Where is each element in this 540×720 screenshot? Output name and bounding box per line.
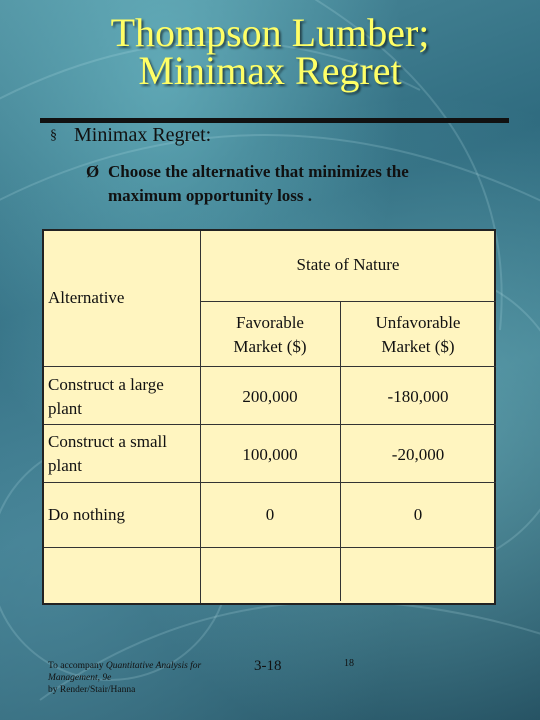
title-line-2: Minimax Regret xyxy=(138,48,402,93)
footer-slide-number: 18 xyxy=(344,658,354,669)
footer-page-label: 3-18 xyxy=(254,658,282,674)
row-large-plant-favorable: 200,000 xyxy=(242,387,298,406)
row-large-plant-name: Construct a large plant xyxy=(48,375,164,418)
sub-bullet-text: Choose the alternative that minimizes the maximum opportunity loss . xyxy=(108,162,409,205)
footer-authors: by Render/Stair/Hanna xyxy=(48,685,136,695)
row-divider-4 xyxy=(44,547,496,548)
row-small-plant-favorable: 100,000 xyxy=(242,445,298,464)
header-divider xyxy=(200,301,496,302)
favorable-header-line-1: Favorable xyxy=(236,313,304,332)
square-bullet-icon: § xyxy=(50,128,57,143)
row-small-plant-name: Construct a small plant xyxy=(48,432,167,475)
footer-accompany: To accompany xyxy=(48,661,104,671)
row-do-nothing-unfavorable: 0 xyxy=(413,505,423,524)
slide-title xyxy=(0,10,540,93)
favorable-column-header xyxy=(200,311,340,359)
regret-table xyxy=(42,229,496,605)
row-divider-1 xyxy=(44,366,496,367)
row-divider-3 xyxy=(44,482,496,483)
sub-bullet xyxy=(86,160,486,208)
favorable-header-line-2: Market ($) xyxy=(233,337,307,356)
state-of-nature-header: State of Nature xyxy=(296,255,400,274)
row-large-plant-unfavorable: -180,000 xyxy=(387,387,449,406)
row-small-plant-unfavorable: -20,000 xyxy=(391,445,445,464)
row-divider-2 xyxy=(44,424,496,425)
unfavorable-header-line-1: Unfavorable xyxy=(375,313,461,332)
main-bullet xyxy=(50,124,211,147)
alternative-header: Alternative xyxy=(48,288,125,307)
unfavorable-column-header xyxy=(340,311,496,359)
main-bullet-text: Minimax Regret: xyxy=(74,124,212,146)
row-do-nothing-favorable: 0 xyxy=(265,505,275,524)
unfavorable-header-line-2: Market ($) xyxy=(381,337,455,356)
arrow-bullet-icon: Ø xyxy=(86,162,100,181)
footer-citation xyxy=(48,660,208,696)
footer-book-title: Quantitative Analysis for Management, 9e xyxy=(48,661,202,683)
title-divider xyxy=(40,118,509,123)
title-line-1: Thompson Lumber; xyxy=(110,10,430,55)
row-do-nothing-name: Do nothing xyxy=(48,505,125,524)
